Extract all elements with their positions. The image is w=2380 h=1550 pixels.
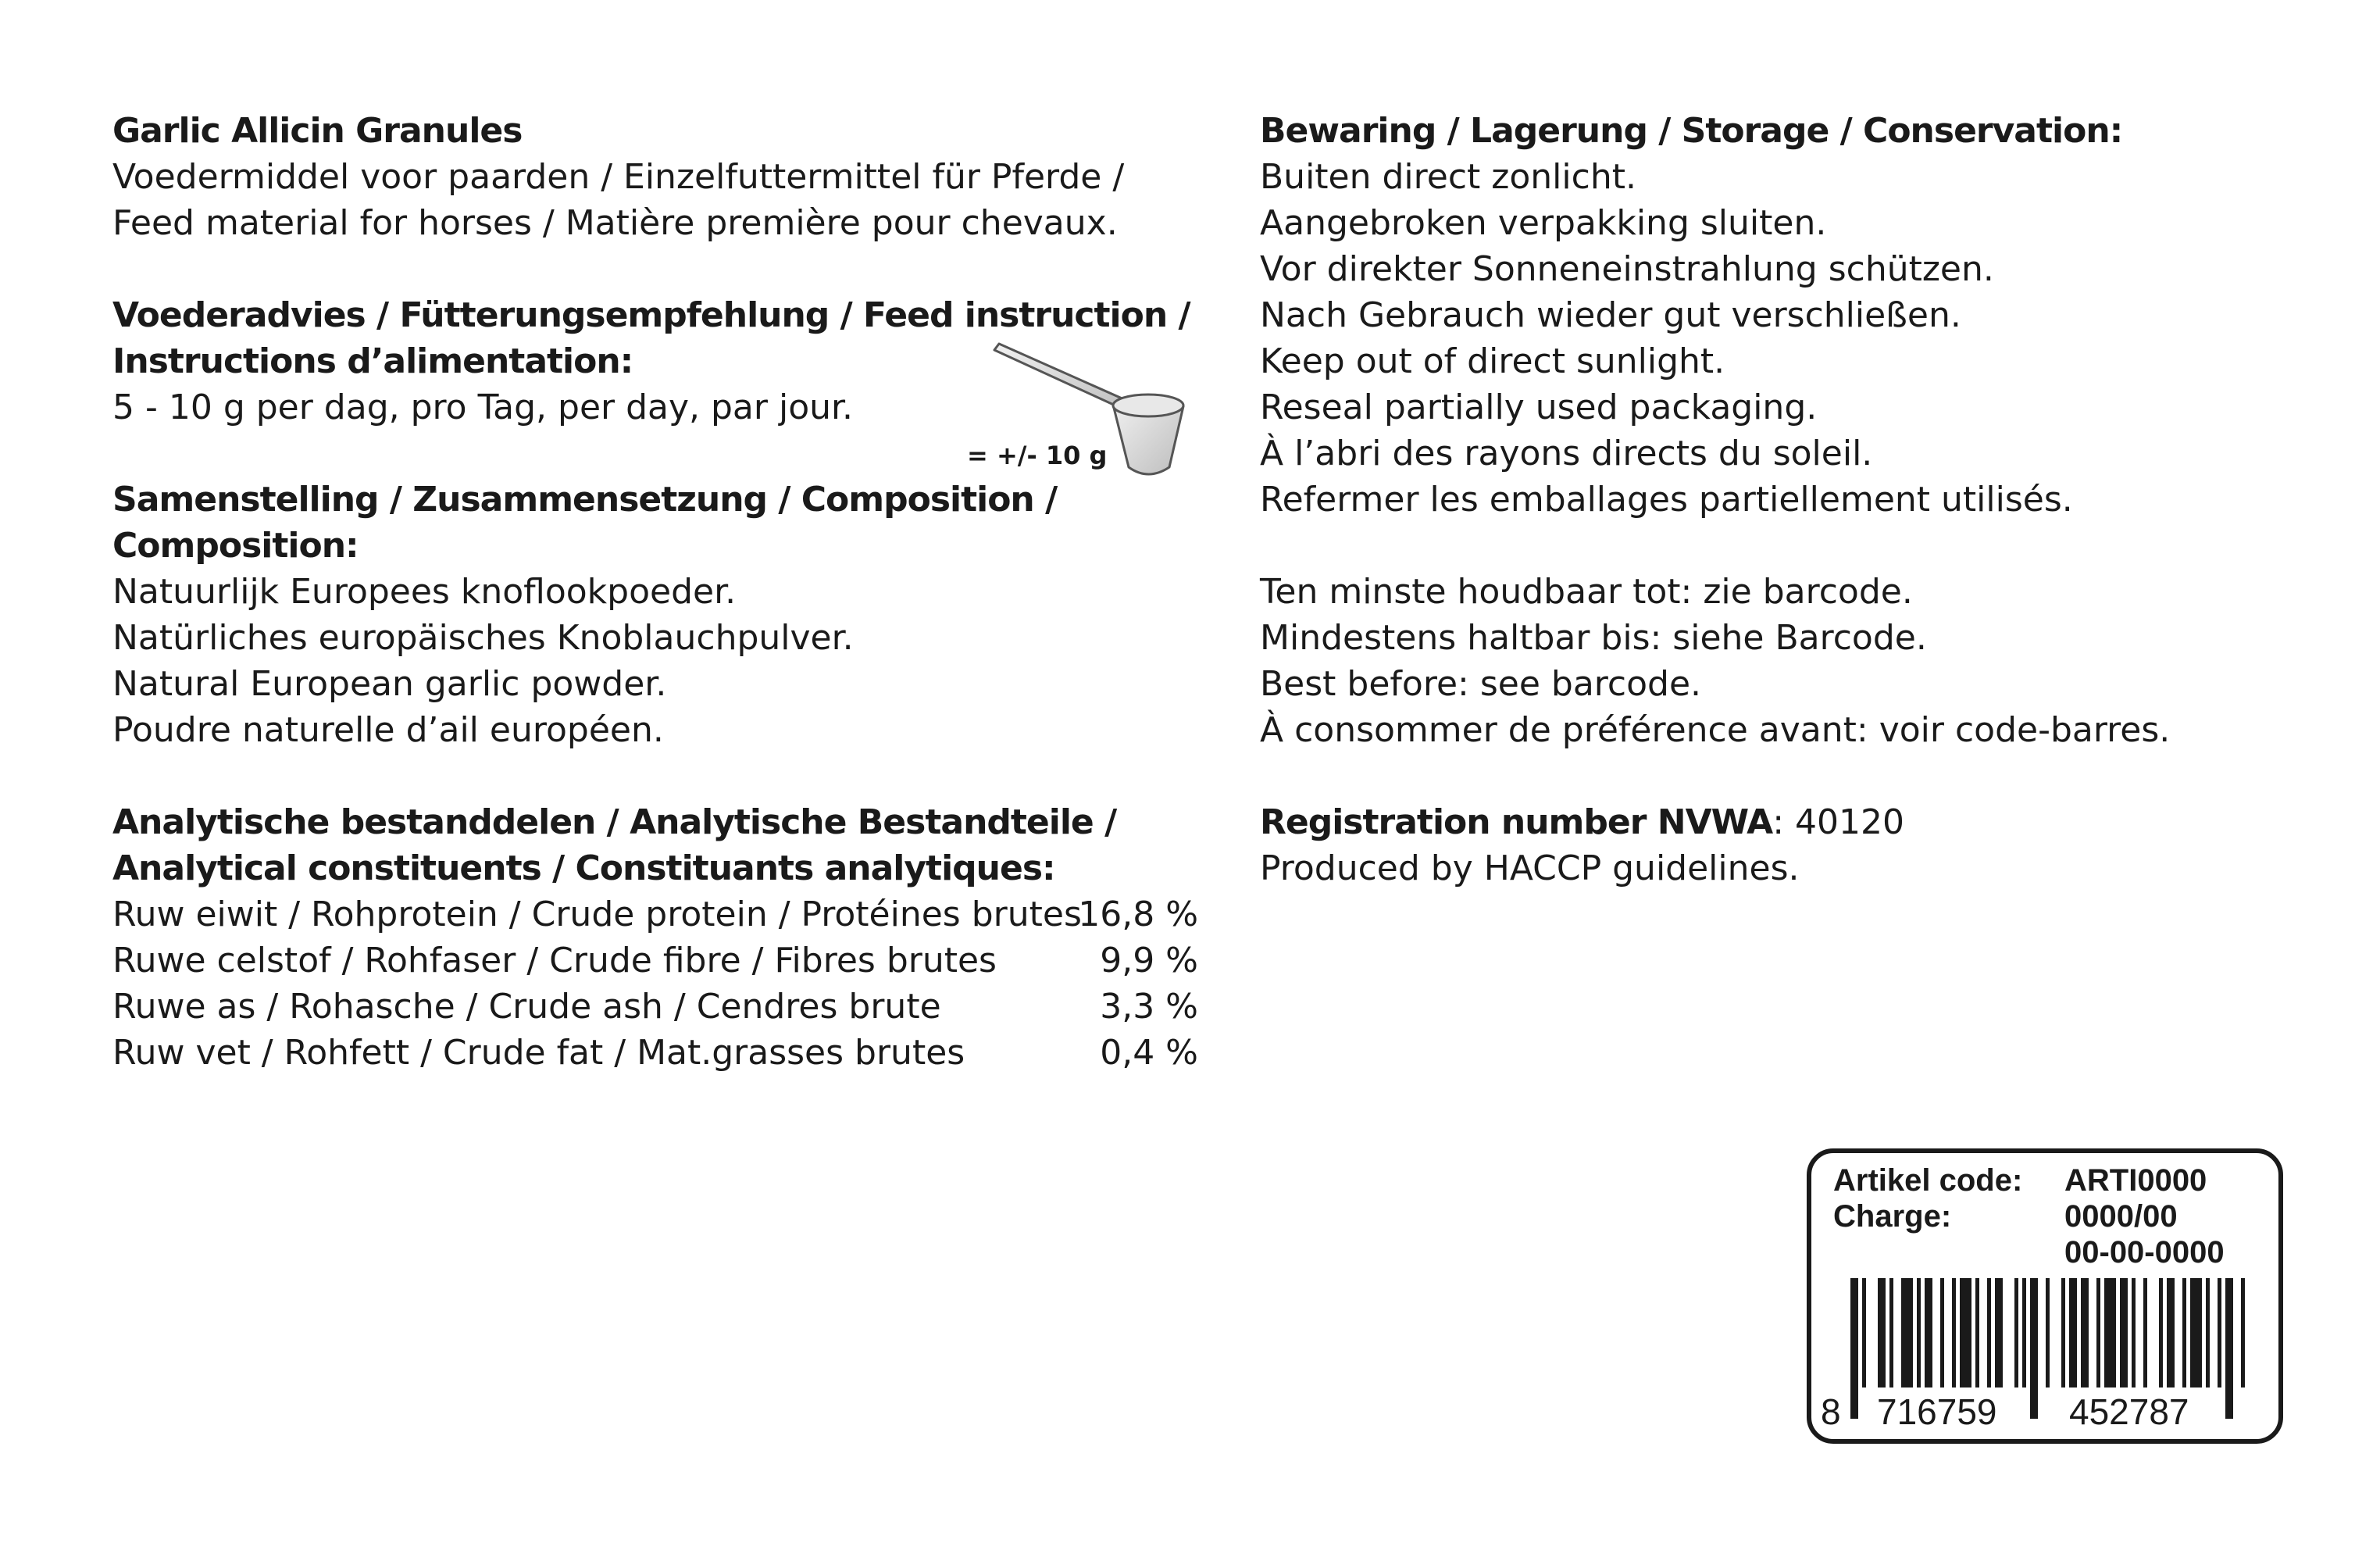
barcode-bar: [2241, 1278, 2245, 1388]
barcode-bar: [2190, 1278, 2202, 1388]
barcode-label-box: [1807, 1148, 2283, 1444]
scoop-label: = +/- 10 g: [967, 441, 1108, 470]
best-before-line: À consommer de préférence avant: voir code-barres.: [1260, 710, 2171, 750]
barcode-bar: [2014, 1278, 2018, 1388]
barcode-bar: [2061, 1278, 2065, 1388]
analytical-row: [112, 984, 1198, 1030]
best-before-line: Ten minste houdbaar tot: zie barcode.: [1260, 572, 1913, 612]
barcode-bar: [2159, 1278, 2163, 1388]
barcode-bar: [1850, 1278, 1858, 1419]
charge-key: Charge:: [1833, 1199, 1952, 1234]
product-title: Garlic Allicin Granules: [112, 111, 523, 151]
composition-line: Poudre naturelle d’ail européen.: [112, 710, 664, 750]
storage-line: Reseal partially used packaging.: [1260, 388, 1818, 427]
feed-heading: Instructions d’alimentation:: [112, 341, 633, 381]
analytical-heading: Analytische bestanddelen / Analytische Bestandteile /: [112, 802, 1117, 842]
best-before-line: Best before: see barcode.: [1260, 664, 1701, 704]
barcode-digits-right: 452787: [2069, 1391, 2189, 1432]
best-before-line: Mindestens haltbar bis: siehe Barcode.: [1260, 618, 1927, 658]
left-column: [112, 108, 1222, 1076]
barcode-bar: [2069, 1278, 2077, 1388]
analytical-value: 9,9 %: [1100, 941, 1198, 980]
right-column: [1260, 108, 2338, 891]
barcode-bar: [1987, 1278, 1991, 1388]
barcode-bar: [2030, 1278, 2038, 1419]
feed-heading: Voederadvies / Fütterungsempfehlung / Feed instruction /: [112, 295, 1190, 335]
barcode-bar: [2081, 1278, 2089, 1388]
composition-heading: Composition:: [112, 526, 359, 566]
analytical-label: Ruw vet / Rohfett / Crude fat / Mat.grasses brutes: [112, 1033, 965, 1073]
composition-line: Natürliches europäisches Knoblauchpulver.: [112, 618, 854, 658]
composition-line: Natuurlijk Europees knoflookpoeder.: [112, 572, 737, 612]
analytical-value: 3,3 %: [1100, 987, 1198, 1027]
barcode-bar: [2206, 1278, 2210, 1388]
storage-line: À l’abri des rayons directs du soleil.: [1260, 434, 1873, 473]
product-subtitle-line: Feed material for horses / Matière première pour chevaux.: [112, 203, 1118, 243]
storage-line: Aangebroken verpakking sluiten.: [1260, 203, 1827, 243]
barcode-bar: [1960, 1278, 1971, 1388]
barcode-bar: [1901, 1278, 1913, 1388]
barcode-bar: [1975, 1278, 1979, 1388]
feed-instruction-text: 5 - 10 g per dag, pro Tag, per day, par jour.: [112, 388, 854, 427]
barcode-bar: [2104, 1278, 2116, 1388]
barcode-bar: [2182, 1278, 2186, 1388]
analytical-label: Ruwe celstof / Rohfaser / Crude fibre / Fibres brutes: [112, 941, 997, 980]
date-value: 00-00-0000: [2064, 1235, 2225, 1270]
barcode-bar: [2022, 1278, 2026, 1388]
storage-line: Nach Gebrauch wieder gut verschließen.: [1260, 295, 1961, 335]
analytical-label: Ruw eiwit / Rohprotein / Crude protein / Protéines brutes: [112, 895, 1082, 934]
registration-label: Registration number NVWA: [1260, 802, 1773, 842]
analytical-row: [112, 1030, 1198, 1076]
barcode-bar: [2132, 1278, 2136, 1388]
barcode-bar: [1952, 1278, 1956, 1388]
barcode-bar: [1925, 1278, 1932, 1388]
storage-line: Vor direkter Sonneneinstrahlung schützen.: [1260, 249, 1994, 289]
barcode-digits-left: 716759: [1877, 1391, 1997, 1432]
barcode-bar: [1995, 1278, 2003, 1388]
storage-line: Keep out of direct sunlight.: [1260, 341, 1725, 381]
storage-heading: Bewaring / Lagerung / Storage / Conservation:: [1260, 111, 2123, 151]
haccp-line: Produced by HACCP guidelines.: [1260, 848, 1800, 888]
barcode-bar: [1940, 1278, 1944, 1388]
charge-value: 0000/00: [2064, 1199, 2178, 1234]
barcode-bar: [2218, 1278, 2221, 1388]
barcode-bar: [2096, 1278, 2100, 1388]
analytical-label: Ruwe as / Rohasche / Crude ash / Cendres brute: [112, 987, 941, 1027]
analytical-value: 0,4 %: [1100, 1033, 1198, 1073]
storage-line: Refermer les emballages partiellement utilisés.: [1260, 480, 2073, 520]
barcode-bar: [2143, 1278, 2147, 1388]
barcode-bar: [1878, 1278, 1886, 1388]
article-code-key: Artikel code:: [1833, 1163, 2023, 1198]
barcode-digit-first: 8: [1821, 1391, 1841, 1432]
analytical-value: 16,8 %: [1078, 895, 1198, 934]
analytical-heading: Analytical constituents / Constituants analytiques:: [112, 848, 1055, 888]
barcode-bar: [2225, 1278, 2233, 1419]
barcode-bar: [2120, 1278, 2128, 1388]
composition-heading: Samenstelling / Zusammensetzung / Composition /: [112, 480, 1058, 520]
storage-line: Buiten direct zonlicht.: [1260, 157, 1636, 197]
analytical-row: [112, 891, 1198, 938]
article-code-value: ARTI0000: [2064, 1163, 2207, 1198]
registration-line: [1260, 799, 2338, 845]
barcode-bar: [2046, 1278, 2050, 1388]
barcode-bar: [1917, 1278, 1921, 1388]
barcode-bar: [1862, 1278, 1866, 1388]
composition-line: Natural European garlic powder.: [112, 664, 667, 704]
registration-number: : 40120: [1772, 802, 1905, 842]
barcode-bar: [1889, 1278, 1893, 1388]
analytical-row: [112, 938, 1198, 984]
product-subtitle-line: Voedermiddel voor paarden / Einzelfuttermittel für Pferde /: [112, 157, 1125, 197]
barcode-bar: [2167, 1278, 2175, 1388]
